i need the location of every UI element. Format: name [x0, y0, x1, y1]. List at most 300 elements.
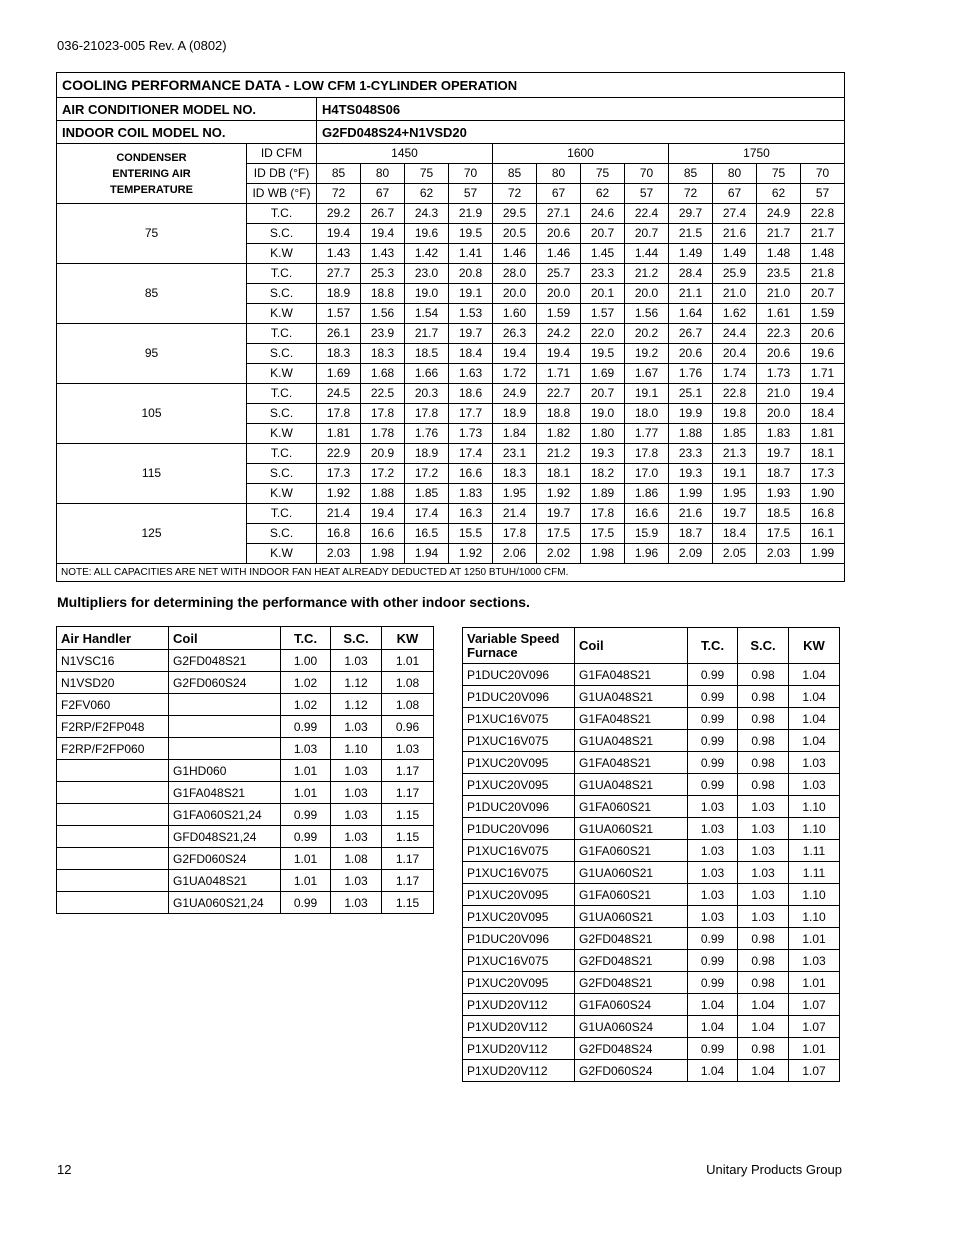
performance-value: 1.56 — [625, 304, 669, 324]
performance-value: 1.71 — [801, 364, 845, 384]
performance-value: 1.41 — [449, 244, 493, 264]
performance-value: 19.1 — [449, 284, 493, 304]
sc-cell: 0.98 — [738, 950, 789, 972]
col-header-sc: S.C. — [331, 627, 382, 650]
tc-cell: 1.02 — [281, 672, 331, 694]
performance-value: 18.1 — [801, 444, 845, 464]
performance-value: 1.64 — [669, 304, 713, 324]
kw-cell: 1.08 — [382, 672, 434, 694]
furnace-cell: P1XUD20V112 — [463, 1060, 575, 1082]
tc-cell: 0.99 — [281, 892, 331, 914]
coil-cell: G1FA060S21,24 — [169, 804, 281, 826]
performance-value: 18.4 — [449, 344, 493, 364]
performance-value: 1.88 — [669, 424, 713, 444]
coil-cell: G2FD060S24 — [169, 672, 281, 694]
performance-value: 18.4 — [713, 524, 757, 544]
id-wb-value: 57 — [801, 184, 845, 204]
performance-value: 21.5 — [669, 224, 713, 244]
performance-value: 21.9 — [449, 204, 493, 224]
coil-cell: G1FA060S21 — [575, 796, 688, 818]
performance-value: 21.7 — [757, 224, 801, 244]
furnace-cell: P1DUC20V096 — [463, 664, 575, 686]
kw-cell: 1.01 — [789, 928, 840, 950]
kw-cell: 1.04 — [789, 708, 840, 730]
performance-value: 1.83 — [757, 424, 801, 444]
performance-value: 24.9 — [493, 384, 537, 404]
performance-value: 21.4 — [493, 504, 537, 524]
table-row — [463, 1016, 840, 1038]
performance-value: 17.8 — [317, 404, 361, 424]
furnace-cell: P1XUC20V095 — [463, 752, 575, 774]
performance-value: 21.3 — [713, 444, 757, 464]
furnace-cell: P1XUD20V112 — [463, 1038, 575, 1060]
performance-value: 16.1 — [801, 524, 845, 544]
kw-cell: 1.01 — [789, 1038, 840, 1060]
furnace-cell: P1XUC16V075 — [463, 840, 575, 862]
metric-label: T.C. — [247, 384, 317, 404]
tc-cell: 1.04 — [688, 994, 738, 1016]
performance-value: 21.0 — [713, 284, 757, 304]
coil-cell — [169, 694, 281, 716]
performance-value: 17.0 — [625, 464, 669, 484]
metric-label: T.C. — [247, 324, 317, 344]
air-handler-cell: F2RP/F2FP060 — [57, 738, 169, 760]
performance-value: 23.1 — [493, 444, 537, 464]
id-db-value: 85 — [317, 164, 361, 184]
performance-value: 2.06 — [493, 544, 537, 564]
performance-value: 29.2 — [317, 204, 361, 224]
coil-cell: G1UA048S21 — [575, 686, 688, 708]
col-header-coil: Coil — [169, 627, 281, 650]
performance-value: 1.48 — [757, 244, 801, 264]
tc-cell: 1.02 — [281, 694, 331, 716]
performance-value: 24.9 — [757, 204, 801, 224]
performance-value: 1.57 — [581, 304, 625, 324]
air-handler-cell — [57, 870, 169, 892]
tc-cell: 1.03 — [688, 818, 738, 840]
performance-value: 22.8 — [801, 204, 845, 224]
performance-value: 1.85 — [405, 484, 449, 504]
table-row — [463, 862, 840, 884]
performance-value: 20.6 — [537, 224, 581, 244]
performance-value: 1.76 — [669, 364, 713, 384]
performance-value: 19.4 — [801, 384, 845, 404]
metric-label: S.C. — [247, 404, 317, 424]
sc-cell: 1.04 — [738, 994, 789, 1016]
air-handler-cell — [57, 782, 169, 804]
performance-value: 17.8 — [405, 404, 449, 424]
sc-cell: 1.03 — [738, 796, 789, 818]
tc-cell: 0.99 — [688, 928, 738, 950]
performance-value: 29.5 — [493, 204, 537, 224]
tc-cell: 1.03 — [688, 840, 738, 862]
tc-cell: 0.99 — [688, 686, 738, 708]
table-row — [463, 950, 840, 972]
performance-value: 1.42 — [405, 244, 449, 264]
kw-cell: 1.07 — [789, 1016, 840, 1038]
coil-cell: G1UA048S21 — [575, 730, 688, 752]
sc-cell: 1.03 — [738, 818, 789, 840]
performance-value: 21.8 — [801, 264, 845, 284]
performance-value: 24.5 — [317, 384, 361, 404]
performance-value: 1.69 — [581, 364, 625, 384]
performance-value: 20.9 — [361, 444, 405, 464]
id-db-value: 80 — [537, 164, 581, 184]
id-db-label: ID DB (°F) — [247, 164, 317, 184]
tc-cell: 1.04 — [688, 1060, 738, 1082]
coil-cell — [169, 738, 281, 760]
performance-value: 27.4 — [713, 204, 757, 224]
performance-value: 16.6 — [449, 464, 493, 484]
tc-cell: 0.99 — [688, 1038, 738, 1060]
metric-label: K.W — [247, 244, 317, 264]
performance-value: 17.4 — [405, 504, 449, 524]
coil-cell: G2FD048S24 — [575, 1038, 688, 1060]
performance-value: 23.3 — [669, 444, 713, 464]
table-row — [463, 752, 840, 774]
performance-value: 1.57 — [317, 304, 361, 324]
condenser-temp: 75 — [57, 204, 247, 264]
tc-cell: 1.01 — [281, 848, 331, 870]
tc-cell: 0.99 — [688, 972, 738, 994]
furnace-cell: P1XUC20V095 — [463, 906, 575, 928]
sc-cell: 0.98 — [738, 1038, 789, 1060]
kw-cell: 1.17 — [382, 848, 434, 870]
company-name: Unitary Products Group — [706, 1162, 842, 1177]
multipliers-title: Multipliers for determining the performance with other indoor sections. — [57, 594, 530, 610]
performance-value: 19.0 — [405, 284, 449, 304]
furnace-cell: P1DUC20V096 — [463, 686, 575, 708]
performance-value: 19.6 — [801, 344, 845, 364]
id-db-value: 75 — [757, 164, 801, 184]
metric-label: S.C. — [247, 284, 317, 304]
tc-cell: 0.99 — [281, 826, 331, 848]
performance-value: 20.2 — [625, 324, 669, 344]
kw-cell: 0.96 — [382, 716, 434, 738]
condenser-temp-header: CONDENSER ENTERING AIR TEMPERATURE — [57, 144, 247, 204]
condenser-temp: 115 — [57, 444, 247, 504]
performance-value: 1.94 — [405, 544, 449, 564]
document-id: 036-21023-005 Rev. A (0802) — [57, 38, 227, 53]
id-db-value: 75 — [581, 164, 625, 184]
performance-value: 17.5 — [537, 524, 581, 544]
performance-value: 1.81 — [317, 424, 361, 444]
furnace-cell: P1DUC20V096 — [463, 928, 575, 950]
sc-cell: 1.03 — [331, 826, 382, 848]
col-header-tc: T.C. — [281, 627, 331, 650]
sc-cell: 1.03 — [331, 892, 382, 914]
id-db-value: 85 — [493, 164, 537, 184]
performance-value: 18.3 — [493, 464, 537, 484]
performance-value: 1.98 — [581, 544, 625, 564]
coil-cell: G2FD048S21 — [169, 650, 281, 672]
table-row — [463, 818, 840, 840]
performance-value: 24.3 — [405, 204, 449, 224]
performance-value: 19.1 — [713, 464, 757, 484]
sc-cell: 1.03 — [331, 716, 382, 738]
sc-cell: 1.03 — [738, 840, 789, 862]
performance-value: 2.02 — [537, 544, 581, 564]
table-row — [57, 760, 434, 782]
table-row — [57, 694, 434, 716]
table-row — [57, 504, 845, 524]
performance-value: 2.03 — [757, 544, 801, 564]
kw-cell: 1.07 — [789, 994, 840, 1016]
performance-value: 1.69 — [317, 364, 361, 384]
performance-value: 16.8 — [801, 504, 845, 524]
id-wb-value: 72 — [493, 184, 537, 204]
kw-cell: 1.07 — [789, 1060, 840, 1082]
performance-value: 1.81 — [801, 424, 845, 444]
tc-cell: 1.03 — [281, 738, 331, 760]
performance-value: 16.3 — [449, 504, 493, 524]
performance-value: 19.9 — [669, 404, 713, 424]
furnace-cell: P1XUD20V112 — [463, 994, 575, 1016]
tc-cell: 1.04 — [688, 1016, 738, 1038]
coil-model-label: INDOOR COIL MODEL NO. — [57, 121, 317, 144]
performance-value: 19.5 — [581, 344, 625, 364]
cfm-header: 1600 — [493, 144, 669, 164]
sc-cell: 0.98 — [738, 752, 789, 774]
kw-cell: 1.04 — [789, 730, 840, 752]
table-row — [57, 826, 434, 848]
performance-value: 1.88 — [361, 484, 405, 504]
id-db-value: 80 — [713, 164, 757, 184]
performance-value: 19.4 — [493, 344, 537, 364]
coil-cell: G1UA048S21 — [575, 774, 688, 796]
performance-value: 20.0 — [757, 404, 801, 424]
sc-cell: 1.04 — [738, 1060, 789, 1082]
air-handler-cell — [57, 804, 169, 826]
coil-cell: G1UA060S21 — [575, 906, 688, 928]
performance-value: 1.53 — [449, 304, 493, 324]
sc-cell: 1.03 — [331, 870, 382, 892]
performance-value: 25.3 — [361, 264, 405, 284]
id-wb-value: 67 — [537, 184, 581, 204]
coil-cell: G1UA060S21 — [575, 862, 688, 884]
performance-value: 25.9 — [713, 264, 757, 284]
performance-value: 18.3 — [361, 344, 405, 364]
air-handler-cell: N1VSD20 — [57, 672, 169, 694]
performance-value: 28.4 — [669, 264, 713, 284]
table-row — [463, 884, 840, 906]
performance-value: 1.43 — [317, 244, 361, 264]
performance-value: 15.9 — [625, 524, 669, 544]
performance-value: 19.4 — [317, 224, 361, 244]
performance-value: 1.59 — [537, 304, 581, 324]
coil-cell: G1UA060S21,24 — [169, 892, 281, 914]
performance-value: 23.5 — [757, 264, 801, 284]
performance-value: 21.2 — [537, 444, 581, 464]
coil-cell: G2FD048S21 — [575, 950, 688, 972]
performance-value: 19.5 — [449, 224, 493, 244]
performance-value: 25.7 — [537, 264, 581, 284]
table-row — [57, 672, 434, 694]
table-row — [463, 906, 840, 928]
coil-cell: G1FA060S24 — [575, 994, 688, 1016]
tc-cell: 1.01 — [281, 782, 331, 804]
air-handler-cell: F2RP/F2FP048 — [57, 716, 169, 738]
performance-value: 23.3 — [581, 264, 625, 284]
performance-value: 18.7 — [669, 524, 713, 544]
table-row — [463, 796, 840, 818]
performance-value: 1.62 — [713, 304, 757, 324]
performance-value: 19.1 — [625, 384, 669, 404]
coil-cell: G2FD048S21 — [575, 928, 688, 950]
sc-cell: 1.08 — [331, 848, 382, 870]
kw-cell: 1.17 — [382, 782, 434, 804]
cfm-header: 1450 — [317, 144, 493, 164]
tc-cell: 1.03 — [688, 884, 738, 906]
sc-cell: 1.03 — [331, 650, 382, 672]
coil-cell: G1UA060S24 — [575, 1016, 688, 1038]
performance-value: 21.6 — [669, 504, 713, 524]
kw-cell: 1.11 — [789, 862, 840, 884]
metric-label: S.C. — [247, 524, 317, 544]
performance-value: 18.9 — [317, 284, 361, 304]
performance-value: 1.46 — [493, 244, 537, 264]
performance-value: 1.54 — [405, 304, 449, 324]
cfm-header: 1750 — [669, 144, 845, 164]
table-row — [57, 848, 434, 870]
performance-value: 1.93 — [757, 484, 801, 504]
performance-value: 28.0 — [493, 264, 537, 284]
table-row — [463, 730, 840, 752]
col-header-sc: S.C. — [738, 628, 789, 664]
id-db-value: 85 — [669, 164, 713, 184]
performance-value: 18.7 — [757, 464, 801, 484]
table-row — [57, 444, 845, 464]
coil-cell: G1FA048S21 — [575, 752, 688, 774]
performance-value: 1.44 — [625, 244, 669, 264]
performance-value: 1.56 — [361, 304, 405, 324]
performance-value: 19.7 — [537, 504, 581, 524]
sc-cell: 1.04 — [738, 1016, 789, 1038]
kw-cell: 1.17 — [382, 870, 434, 892]
tc-cell: 1.01 — [281, 870, 331, 892]
performance-value: 18.6 — [449, 384, 493, 404]
table-row — [57, 264, 845, 284]
performance-value: 21.6 — [713, 224, 757, 244]
tc-cell: 1.00 — [281, 650, 331, 672]
performance-value: 16.6 — [625, 504, 669, 524]
furnace-cell: P1XUC20V095 — [463, 884, 575, 906]
coil-cell: G1FA048S21 — [575, 664, 688, 686]
performance-value: 1.96 — [625, 544, 669, 564]
performance-value: 19.7 — [449, 324, 493, 344]
performance-value: 1.61 — [757, 304, 801, 324]
performance-value: 21.7 — [801, 224, 845, 244]
furnace-cell: P1XUC20V095 — [463, 774, 575, 796]
kw-cell: 1.03 — [789, 950, 840, 972]
id-wb-value: 57 — [449, 184, 493, 204]
performance-value: 22.8 — [713, 384, 757, 404]
sc-cell: 0.98 — [738, 664, 789, 686]
performance-value: 1.49 — [669, 244, 713, 264]
performance-value: 20.6 — [801, 324, 845, 344]
ac-model-value: H4TS048S06 — [317, 98, 845, 121]
performance-value: 22.4 — [625, 204, 669, 224]
col-header-tc: T.C. — [688, 628, 738, 664]
coil-cell: G2FD060S24 — [169, 848, 281, 870]
performance-value: 18.1 — [537, 464, 581, 484]
performance-value: 1.49 — [713, 244, 757, 264]
performance-value: 1.60 — [493, 304, 537, 324]
condenser-temp: 125 — [57, 504, 247, 564]
performance-value: 1.66 — [405, 364, 449, 384]
performance-value: 23.0 — [405, 264, 449, 284]
performance-value: 1.86 — [625, 484, 669, 504]
metric-label: T.C. — [247, 204, 317, 224]
table-row — [57, 716, 434, 738]
condenser-temp: 95 — [57, 324, 247, 384]
coil-cell: G1UA048S21 — [169, 870, 281, 892]
performance-value: 20.6 — [757, 344, 801, 364]
performance-value: 19.7 — [757, 444, 801, 464]
performance-value: 1.98 — [361, 544, 405, 564]
table-row — [57, 870, 434, 892]
sc-cell: 1.03 — [331, 760, 382, 782]
performance-value: 1.92 — [449, 544, 493, 564]
performance-value: 1.80 — [581, 424, 625, 444]
performance-value: 20.7 — [801, 284, 845, 304]
performance-value: 19.2 — [625, 344, 669, 364]
tc-cell: 0.99 — [688, 752, 738, 774]
col-header-coil: Coil — [575, 628, 688, 664]
id-wb-value: 67 — [361, 184, 405, 204]
kw-cell: 1.04 — [789, 664, 840, 686]
coil-cell: G1FA060S21 — [575, 840, 688, 862]
performance-value: 19.6 — [405, 224, 449, 244]
metric-label: S.C. — [247, 464, 317, 484]
performance-value: 17.5 — [581, 524, 625, 544]
sc-cell: 0.98 — [738, 928, 789, 950]
performance-value: 16.8 — [317, 524, 361, 544]
id-db-value: 70 — [449, 164, 493, 184]
air-handler-cell: F2FV060 — [57, 694, 169, 716]
performance-value: 18.8 — [537, 404, 581, 424]
furnace-multiplier-table — [462, 627, 840, 1082]
performance-value: 19.4 — [361, 224, 405, 244]
kw-cell: 1.17 — [382, 760, 434, 782]
tc-cell: 0.99 — [688, 950, 738, 972]
performance-value: 2.03 — [317, 544, 361, 564]
kw-cell: 1.10 — [789, 884, 840, 906]
sc-cell: 1.03 — [738, 884, 789, 906]
sc-cell: 0.98 — [738, 972, 789, 994]
tc-cell: 0.99 — [688, 774, 738, 796]
table-row — [463, 1038, 840, 1060]
col-header-kw: KW — [382, 627, 434, 650]
sc-cell: 1.03 — [331, 804, 382, 826]
performance-value: 24.4 — [713, 324, 757, 344]
performance-value: 24.6 — [581, 204, 625, 224]
table-row — [463, 840, 840, 862]
performance-value: 1.46 — [537, 244, 581, 264]
tc-cell: 0.99 — [688, 664, 738, 686]
performance-value: 16.6 — [361, 524, 405, 544]
performance-value: 1.63 — [449, 364, 493, 384]
performance-value: 20.8 — [449, 264, 493, 284]
performance-value: 19.7 — [713, 504, 757, 524]
table-row — [57, 204, 845, 224]
performance-value: 1.73 — [757, 364, 801, 384]
performance-value: 17.4 — [449, 444, 493, 464]
performance-value: 18.8 — [361, 284, 405, 304]
performance-value: 21.1 — [669, 284, 713, 304]
performance-value: 20.0 — [537, 284, 581, 304]
performance-value: 18.9 — [405, 444, 449, 464]
